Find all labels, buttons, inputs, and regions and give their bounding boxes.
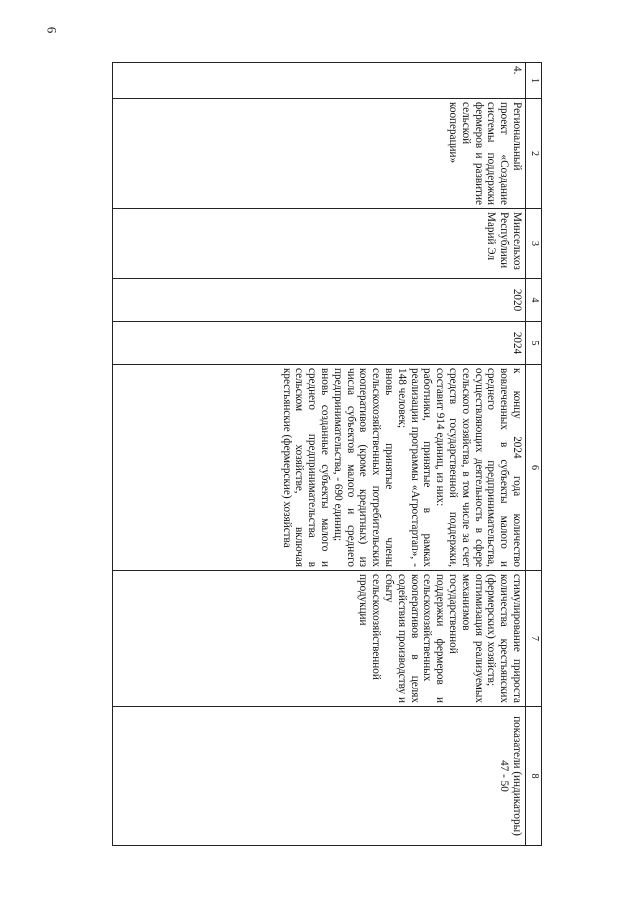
- responsible-cell: Минсельхоз Республики Марий Эл: [113, 209, 526, 279]
- col-header-1: 1: [526, 63, 542, 99]
- project-name-cell: Региональный проект «Создание системы поддержки фермеров и развитие сельской кооперации»: [113, 99, 526, 209]
- page-number: 6: [44, 26, 60, 34]
- col-header-7: 7: [526, 571, 542, 707]
- indicators-cell: показатели (индикаторы) 47 - 50: [113, 707, 526, 846]
- row-number-cell: 4.: [113, 63, 526, 99]
- col-header-3: 3: [526, 209, 542, 279]
- col-header-8: 8: [526, 707, 542, 846]
- col-header-5: 5: [526, 322, 542, 365]
- column-number-row: [526, 63, 542, 846]
- rotated-table-wrapper: [109, 62, 542, 845]
- program-table: [112, 62, 542, 846]
- col-header-4: 4: [526, 279, 542, 322]
- effects-cell: стимулирование прироста количества крестьянских (фермерских) хозяйств; оптимизация реализуемых механизмов государственной поддержки фермеров и сельскохозяйственных кооперативов в целях содействия производству и сбыту сельскохозяйственной продукции: [113, 571, 526, 707]
- col-header-6: 6: [526, 365, 542, 571]
- start-year-cell: 2020: [113, 279, 526, 322]
- expected-result-cell: к концу 2024 года количество вовлеченных в субъекты малого и среднего предпринимательства, осуществляющих деятельность в сфере сельского хозяйства, в том числе за счет средств государственной поддержки, составит 914 единиц, из них: работники, принятые в рамках реализации программы «Агростартап», - 148 человек; вновь принятые члены сельскохозяйственных потребительских кооперативов (кроме кредитных) из числа субъектов малого и среднего предпринимательства, - 690 единиц; вновь созданные субъекты малого и среднего предпринимательства в сельском хозяйстве, включая крестьянские (фермерские) хозяйства: [113, 365, 526, 571]
- table-row: [113, 63, 526, 846]
- col-header-2: 2: [526, 99, 542, 209]
- end-year-cell: 2024: [113, 322, 526, 365]
